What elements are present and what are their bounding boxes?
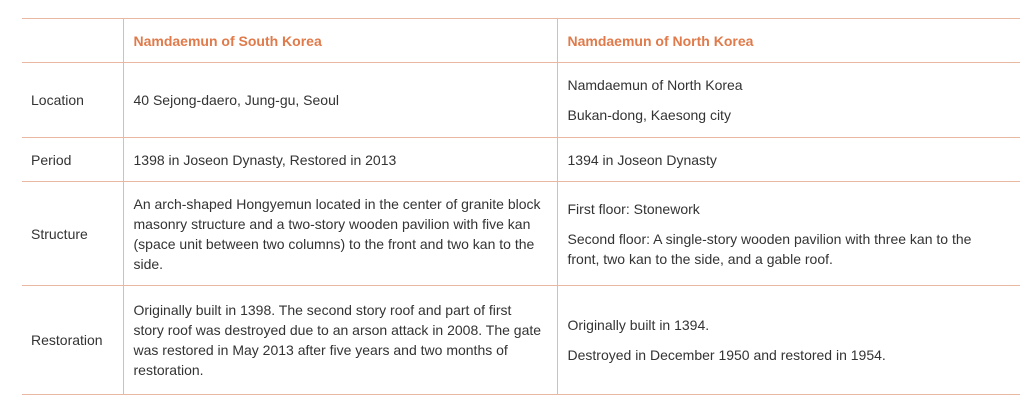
header-row [22,19,1020,63]
restoration-north-cell [557,286,1020,395]
comparison-table [22,18,1020,395]
structure-north-line-2: Second floor: A single-story wooden pavilion with three kan to the front, two kan to the side, and a gable roof. [567,230,972,267]
header-north-korea: Namdaemun of North Korea [557,19,1020,63]
table-row-structure [22,182,1020,286]
location-south-cell: 40 Sejong-daero, Jung-gu, Seoul [123,63,557,138]
restoration-north-line-2: Destroyed in December 1950 and restored in 1954. [567,347,886,363]
location-north-line-1: Namdaemun of North Korea [567,77,743,93]
table-row-restoration [22,286,1020,395]
header-south-korea: Namdaemun of South Korea [123,19,557,63]
restoration-north-line-1: Originally built in 1394. [567,317,710,333]
row-label-restoration: Restoration [22,286,123,395]
structure-south-cell: An arch-shaped Hongyemun located in the center of granite block masonry structure and a two-story wooden pavilion with five kan (space unit between two columns) to the front and two kan to the side. [123,182,557,286]
location-north-line-2: Bukan-dong, Kaesong city [567,107,731,123]
period-south-cell: 1398 in Joseon Dynasty, Restored in 2013 [123,138,557,182]
structure-north-line-1: First floor: Stonework [567,200,700,217]
table-row-period [22,138,1020,182]
period-north-cell: 1394 in Joseon Dynasty [557,138,1020,182]
table-row-location [22,63,1020,138]
row-label-structure: Structure [22,182,123,286]
header-empty-cell [22,19,123,63]
structure-north-cell [557,182,1020,286]
location-north-cell [557,63,1020,138]
row-label-location: Location [22,63,123,138]
restoration-south-cell: Originally built in 1398. The second story roof and part of first story roof was destroyed due to an arson attack in 2008. The gate was restored in May 2013 after five years and two months of restoration. [123,286,557,395]
row-label-period: Period [22,138,123,182]
